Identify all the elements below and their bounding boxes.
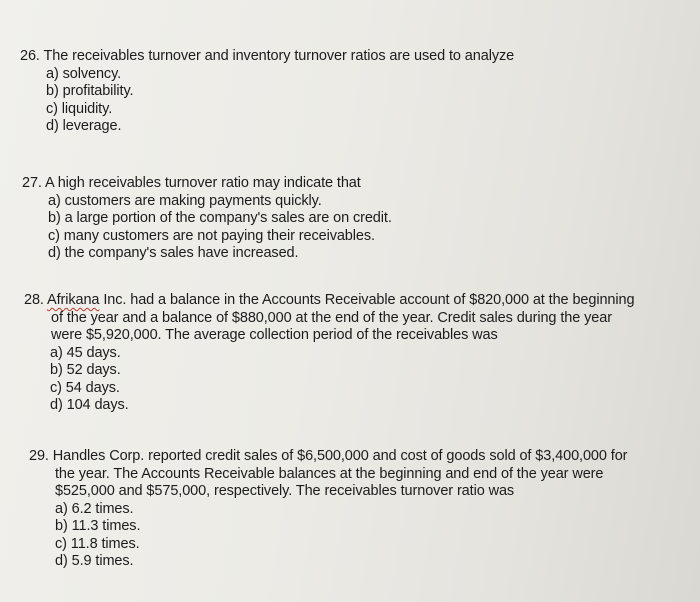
stem-line: of the year and a balance of $880,000 at the end of the year. Credit sales during the year [51,309,612,326]
answer-choices [24,345,634,415]
stem-line: $525,000 and $575,000, respectively. The receivables turnover ratio was [55,483,515,499]
choice-c[interactable]: c) many customers are not paying their receivables. [48,227,375,244]
answer-choices [20,66,514,136]
answer-choices [29,501,627,571]
choice-d[interactable]: d) 5.9 times. [55,553,134,569]
question-29 [29,448,627,571]
choice-b[interactable]: b) profitability. [46,83,134,99]
choice-d[interactable]: d) leverage. [46,118,122,134]
question-number: 26. [20,48,40,64]
choice-d[interactable]: d) the company's sales have increased. [48,245,299,261]
stem-line [22,175,392,193]
stem-line [20,48,514,66]
company-name: Afrikana [47,292,100,308]
question-number: 27. [22,175,42,191]
stem-line: were $5,920,000. The average collection period of the receivables was [51,327,498,343]
question-27 [22,175,392,263]
stem-line [29,448,627,466]
question-number: 28. [24,292,44,308]
question-stem [29,448,627,501]
choice-b[interactable]: b) a large portion of the company's sales are on credit. [48,210,392,226]
choice-c[interactable]: c) 54 days. [50,379,120,396]
stem-line [24,292,634,310]
choice-a[interactable]: a) 6.2 times. [55,500,134,517]
answer-choices [22,193,392,263]
choice-c[interactable]: c) liquidity. [46,100,113,117]
choice-a[interactable]: a) 45 days. [50,344,121,361]
stem-line: the year. The Accounts Receivable balances at the beginning and end of the year were [55,465,604,482]
question-number: 29. [29,448,49,464]
choice-b[interactable]: b) 11.3 times. [55,518,141,534]
choice-b[interactable]: b) 52 days. [50,362,121,378]
stem-text: Inc. had a balance in the Accounts Receivable account of $820,000 at the beginning [99,292,635,308]
question-26 [20,48,514,136]
question-stem [24,292,634,345]
question-stem [22,175,392,193]
question-28 [24,292,634,415]
choice-a[interactable]: a) solvency. [46,65,122,82]
stem-text: A high receivables turnover ratio may indicate that [45,175,361,191]
stem-text: Handles Corp. reported credit sales of $6,500,000 and cost of goods sold of $3,400,000 for [52,448,628,464]
choice-d[interactable]: d) 104 days. [50,397,129,413]
choice-c[interactable]: c) 11.8 times. [55,535,140,552]
choice-a[interactable]: a) customers are making payments quickly. [48,192,322,209]
stem-text: The receivables turnover and inventory turnover ratios are used to analyze [43,48,515,64]
question-stem [20,48,514,66]
